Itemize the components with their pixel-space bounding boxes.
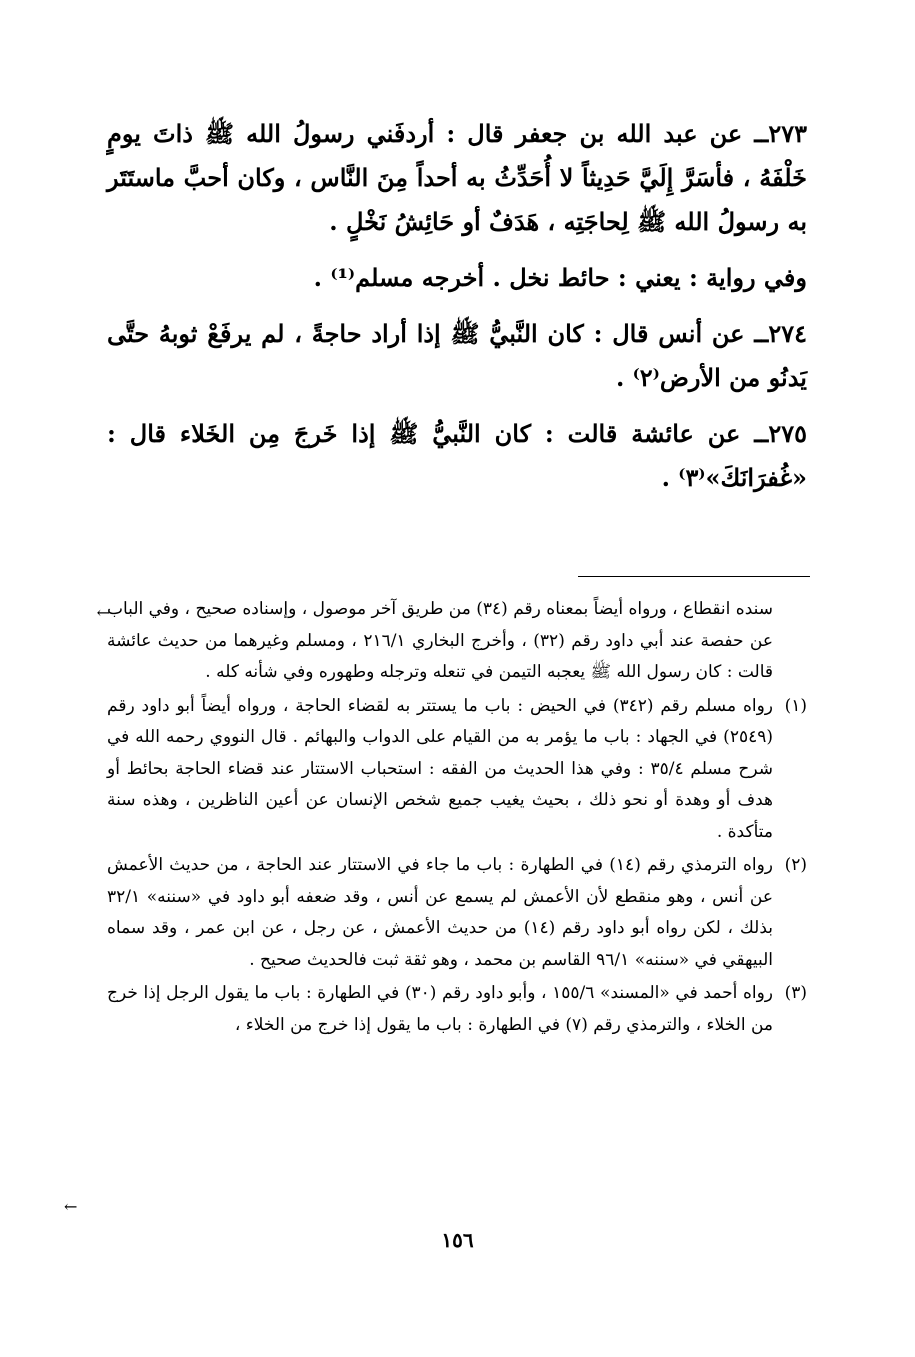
hadith-275: ٢٧٥ــ عن عائشة قالت : كان النَّبيُّ ﷺ إذا خَرجَ مِن الخَلاء قال : «غُفرَانَكَ»⁽٣⁾ . <box>107 419 807 492</box>
page-number: ١٥٦ <box>441 1228 474 1252</box>
next-page-arrow-icon: ← <box>64 1197 78 1216</box>
footnote-text: سنده انقطاع ، ورواه أيضاً بمعناه رقم (٣٤) من طريق آخر موصول ، وإسناده صحيح ، وفي الباب عن حفصة عند أبي داود رقم (٣٢) ، وأخرج البخاري ٢١٦/١ ، ومسلم وغيرهما من حديث عائشة قالت : كان رسول الله ﷺ يعجبه التيمن في تنعله وترجله وطهوره وفي شأنه كله . <box>107 599 773 682</box>
footnote-1 <box>107 691 807 849</box>
continuation-arrow-icon: ← <box>96 603 110 622</box>
footnotes <box>107 594 807 1043</box>
footnote-marker <box>773 594 807 689</box>
hadith-273-variant: وفي رواية : يعني : حائط نخل . أخرجه مسلم⁽¹⁾ . <box>313 263 807 292</box>
hadith-274: ٢٧٤ــ عن أنس قال : كان النَّبيُّ ﷺ إذا أراد حاجةً ، لم يرفَعْ ثوبهُ حتَّى يَدنُو من الأرض⁽٢⁾ . <box>107 319 807 392</box>
footnote-text: رواه الترمذي رقم (١٤) في الطهارة : باب ما جاء في الاستتار عند الحاجة ، من حديث الأعمش عن أنس ، وهو منقطع لأن الأعمش لم يسمع عن أنس ، وقد ضعفه أبو داود في «سننه» ٣٢/١ بذلك ، لكن رواه أبو داود رقم (١٤) من حديث الأعمش ، عن رجل ، عن ابن عمر ، وقد سماه البيهقي في «سننه» ٩٦/١ القاسم بن محمد ، وهو ثقة ثبت فالحديث صحيح . <box>107 855 774 970</box>
footnote-2 <box>107 850 807 976</box>
footnote-continued <box>107 594 807 689</box>
footnote-divider <box>578 576 810 577</box>
footnote-text: رواه مسلم رقم (٣٤٢) في الحيض : باب ما يستتر به لقضاء الحاجة ، ورواه أيضاً أبو داود رقم (٢٥٤٩) في الجهاد : باب ما يؤمر به من القيام على الدواب والبهائم . قال النووي رحمه الله في شرح مسلم ٣٥/٤ : وفي هذا الحديث من الفقه : استحباب الاستتار عند قضاء الحاجة بحائط أو هدف أو وهدة أو نحو ذلك ، بحيث يغيب جميع شخص الإنسان عن أعين الناظرين ، وهذه سنة متأكدة . <box>107 695 773 842</box>
footnote-marker: (٢) <box>784 855 807 875</box>
footnote-3 <box>107 978 807 1041</box>
footnote-text: رواه أحمد في «المسند» ١٥٥/٦ ، وأبو داود رقم (٣٠) في الطهارة : باب ما يقول الرجل إذا خرج من الخلاء ، والترمذي رقم (٧) في الطهارة : باب ما يقول إذا خرج من الخلاء ، <box>107 983 773 1035</box>
main-text <box>107 112 807 512</box>
footnote-marker: (١) <box>784 695 807 716</box>
hadith-273: ٢٧٣ــ عن عبد الله بن جعفر قال : أردفَني رسولُ الله ﷺ ذاتَ يومٍ خَلْفَهُ ، فأسَرَّ إِلَيَّ حَدِيثاً لا أُحَدِّثُ به أحداً مِنَ النَّاس ، وكان أحبَّ ماستَتَر به رسولُ الله ﷺ لِحاجَتِه ، هَدَفٌ أو حَائِشُ نَخْلٍ . <box>107 119 807 236</box>
footnote-marker: (٣) <box>784 983 807 1003</box>
